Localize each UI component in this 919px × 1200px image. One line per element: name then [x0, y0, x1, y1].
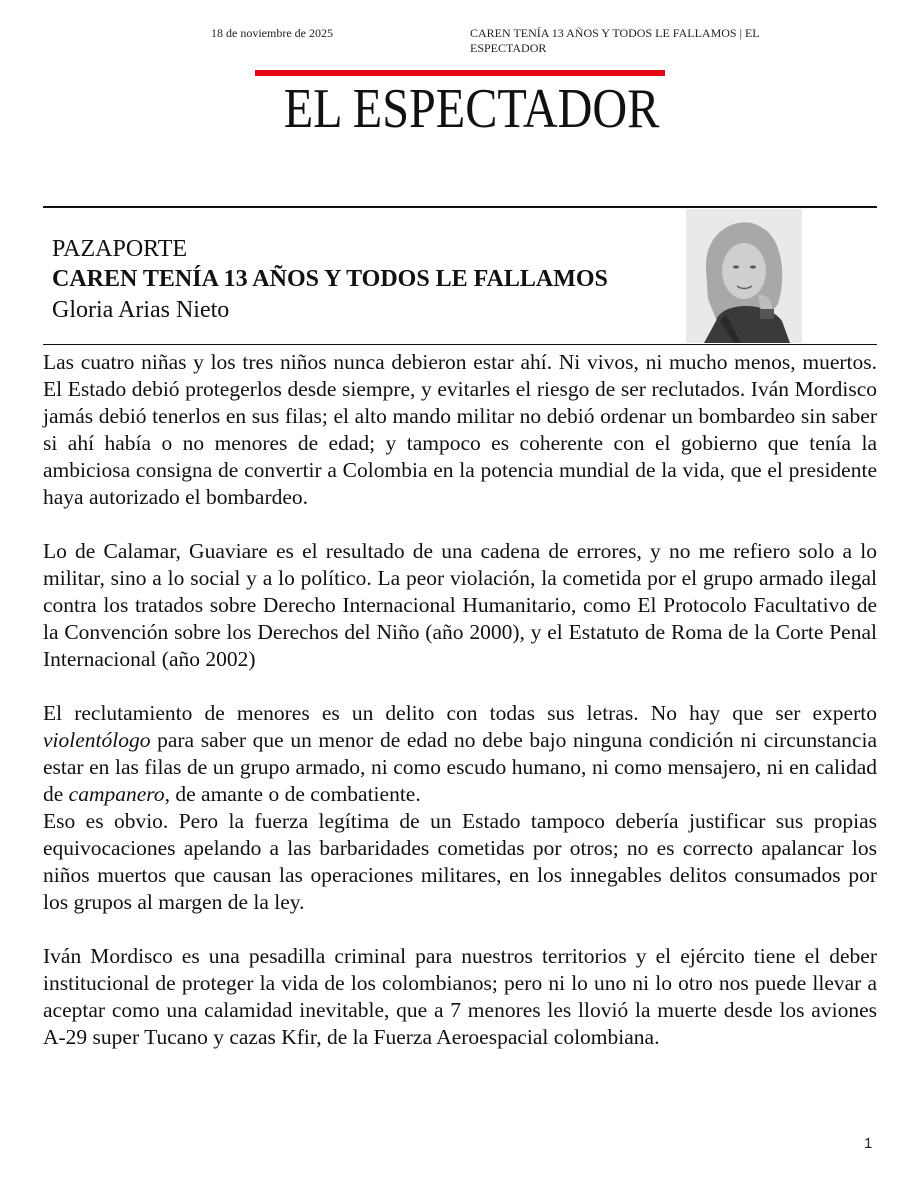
column-section: PAZAPORTE [52, 236, 188, 262]
paragraph-3-text-a: El reclutamiento de menores es un delito con todas sus letras. No hay que ser experto [43, 701, 877, 725]
paragraph-3-italic-violentologo: violentólogo [43, 728, 151, 752]
paragraph-1: Las cuatro niñas y los tres niños nunca debieron estar ahí. Ni vivos, ni mucho menos, muertos. El Estado debió protegerlos desde siempre, y evitarles el riesgo de ser reclutados. Iván Mordisco jamás debió tenerlos en sus filas; el alto mando militar no debió ordenar un bombardeo sin saber si ahí había o no menores de edad; y tampoco es coherente con el gobierno que tenía la ambiciosa consigna de convertir a Colombia en la potencia mundial de la vida, que el presidente haya autorizado el bombardeo. [43, 350, 877, 509]
paragraph-3-text-c: para saber que un menor de edad no debe bajo ninguna condición ni circunstancia estar en las filas de un grupo armado, ni como escudo humano, ni como mensajero, ni en calidad de [43, 728, 877, 806]
paragraph-3-text-e: de amante o de combatiente. [169, 782, 421, 806]
header-document-title: CAREN TENÍA 13 AÑOS Y TODOS LE FALLAMOS | EL ESPECTADOR [470, 26, 760, 55]
article-author: Gloria Arias Nieto [52, 297, 230, 323]
paragraph-3-italic-campanero: campanero, [68, 782, 170, 806]
header-date: 18 de noviembre de 2025 [211, 26, 333, 40]
article-headline: CAREN TENÍA 13 AÑOS Y TODOS LE FALLAMOS [52, 266, 608, 292]
author-photo [686, 209, 802, 343]
bottom-divider [43, 344, 877, 345]
paragraph-4: Eso es obvio. Pero la fuerza legítima de un Estado tampoco debería justificar sus propias equivocaciones apelando a las barbaridades cometidas por otros; no es correcto apalancar los niños muertos que causan las operaciones militares, en los innegables delitos consumados por los grupos al margen de la ley. [43, 809, 877, 914]
paragraph-3 [43, 700, 877, 808]
page-number: 1 [864, 1135, 873, 1152]
article-body [43, 349, 877, 1078]
masthead-logo: EL ESPECTADOR [283, 78, 660, 140]
paragraph-5: Iván Mordisco es una pesadilla criminal para nuestros territorios y el ejército tiene el deber institucional de proteger la vida de los colombianos; pero ni lo uno ni lo otro nos puede llevar a aceptar como una calamidad inevitable, que a 7 menores les llovió la muerte desde los aviones A-29 super Tucano y cazas Kfir, de la Fuerza Aeroespacial colombiana. [43, 944, 877, 1049]
top-divider [43, 206, 877, 208]
paragraph-2: Lo de Calamar, Guaviare es el resultado de una cadena de errores, y no me refiero solo a lo militar, sino a lo social y a lo político. La peor violación, la cometida por el grupo armado ilegal contra los tratados sobre Derecho Internacional Humanitario, como El Protocolo Facultativo de la Convención sobre los Derechos del Niño (año 2000), y el Estatuto de Roma de la Corte Penal Internacional (año 2002) [43, 539, 877, 671]
masthead-red-bar [255, 70, 665, 76]
